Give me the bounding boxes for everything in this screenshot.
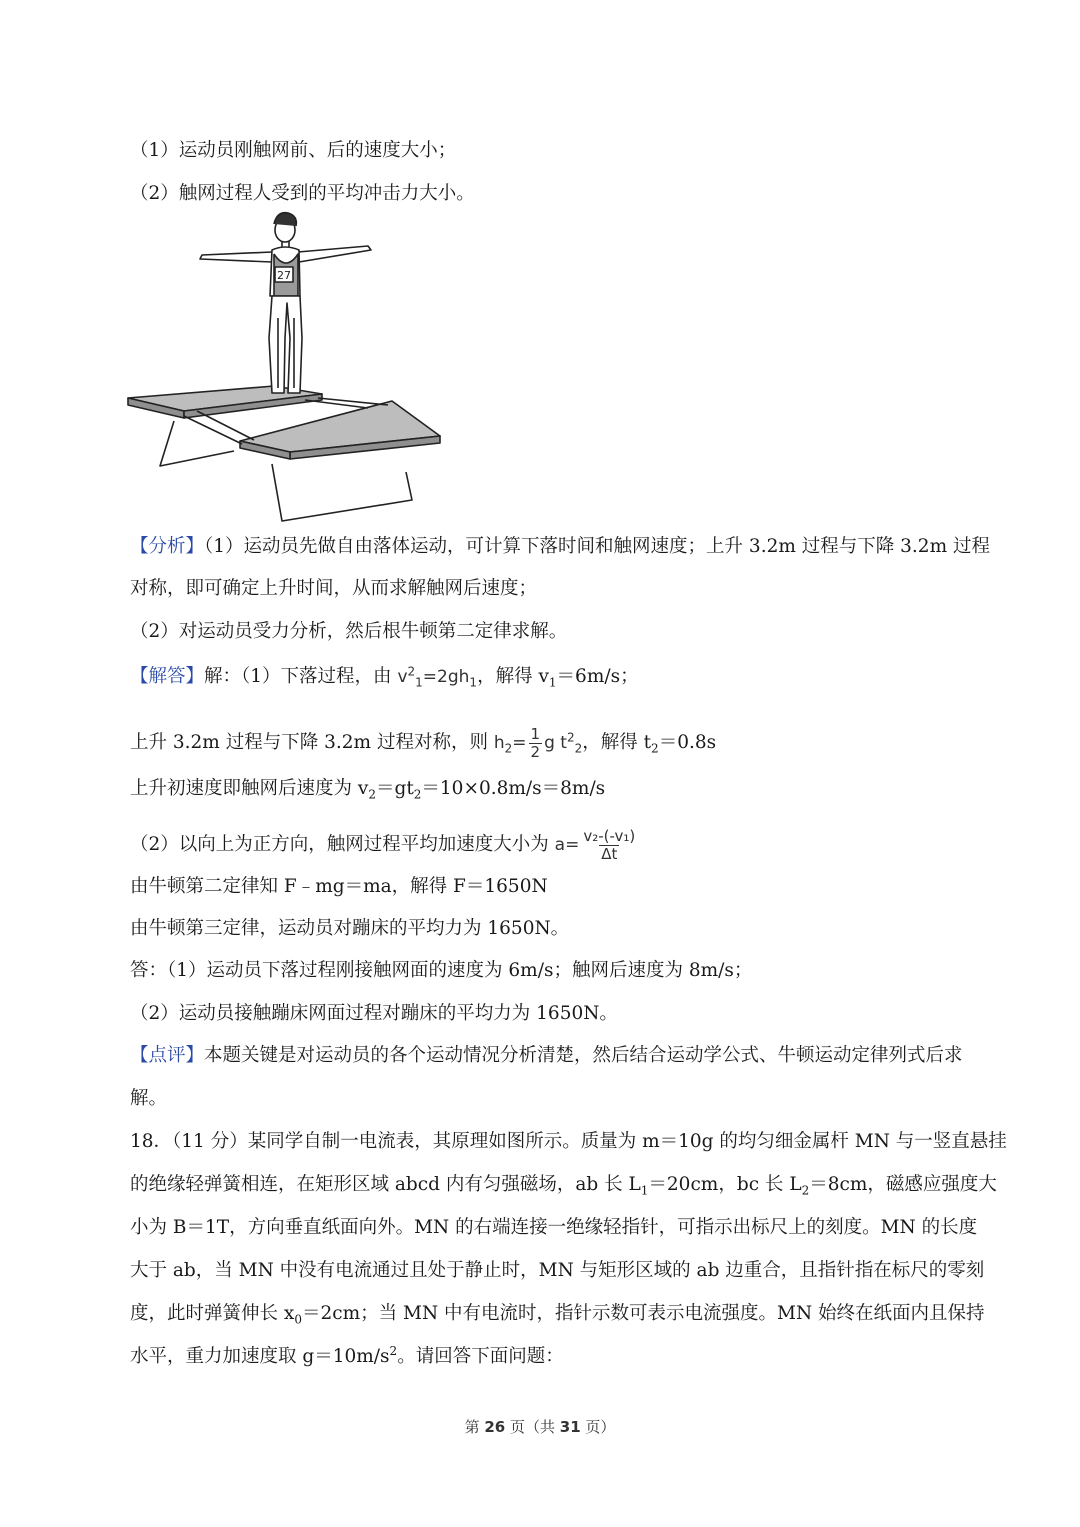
solution-line-5: 由牛顿第二定律知 F﹣mg＝ma，解得 F＝1650N (130, 876, 548, 897)
q18-line-2: 的绝缘轻弹簧相连，在矩形区域 abcd 内有匀强磁场，ab 长 $L_1=20cm$，bc 长 $L_2=8cm$，磁感应强度大 (130, 1174, 997, 1198)
analysis-line-2: 对称，即可确定上升时间，从而求解触网后速度； (130, 578, 538, 599)
q18-line-5: 度，此时弹簧伸长 $x_0=2cm$；当 MN 中有电流时，指针示数可表示电流强度。MN 始终在纸面内且保持 (130, 1303, 985, 1327)
solution-text-2a: 上升 3.2m 过程与下降 3.2m 过程对称，则 (130, 732, 488, 753)
athlete-left-arm (200, 252, 272, 262)
solution-line-6: 由牛顿第三定律，运动员对蹦床的平均力为 1650N。 (130, 918, 570, 939)
total-pages: 31 (559, 1418, 581, 1436)
comment-line-2: 解。 (130, 1088, 168, 1109)
solution-line-1 (130, 663, 639, 690)
formula-v1-squared: $v^2_1=2gh_1$ (397, 663, 478, 689)
trampoline-right-leg (272, 464, 412, 521)
analysis-line-1 (130, 538, 990, 557)
question-part-1: （1）运动员刚触网前、后的速度大小； (130, 140, 457, 161)
subscript: 1 (548, 675, 557, 690)
solution-line-3: 上升初速度即触网后速度为 $v_2=gt_2=10\times 0.8m/s=8m/s$ (130, 778, 606, 802)
solution-text-2c: ＝0.8s (658, 732, 717, 753)
answer-line-1: 答：（1）运动员下落过程刚接触网面的速度为 6m/s；触网后速度为 8m/s； (130, 960, 753, 981)
comment-text-1: 本题关键是对运动员的各个运动情况分析清楚，然后结合运动学公式、牛顿运动定律列式后求 (204, 1045, 963, 1066)
analysis-line-3: （2）对运动员受力分析，然后根牛顿第二定律求解。 (130, 621, 568, 642)
trampoline-athlete-figure (122, 208, 452, 523)
solution-line-4 (130, 828, 639, 862)
solution-line-2 (130, 726, 716, 760)
athlete-trousers (269, 296, 302, 393)
comment-tag: 【点评】 (130, 1045, 205, 1066)
analysis-text-1: （1）运动员先做自由落体运动，可计算下落时间和触网速度；上升 3.2m 过程与下降 3.2m 过程 (204, 536, 990, 557)
page-footer: 第 26 页（共 31 页） (464, 1418, 616, 1436)
comment-line-1 (130, 1047, 963, 1066)
solution-tag: 【解答】 (130, 666, 205, 687)
solution-text-1c: ＝6m/s； (556, 666, 639, 687)
solution-text-1a: 解：（1）下落过程，由 (204, 666, 392, 687)
solution-text-4: （2）以向上为正方向，触网过程平均加速度大小为 (130, 834, 549, 855)
solution-text-1b: ，解得 v (477, 666, 549, 687)
q18-line-4: 大于 ab，当 MN 中没有电流通过且处于静止时，MN 与矩形区域的 ab 边重合，且指针指在标尺的零刻 (130, 1260, 985, 1281)
current-page: 26 (484, 1418, 506, 1436)
trampoline-left-leg (160, 421, 234, 466)
answer-line-2: （2）运动员接触蹦床网面过程对蹦床的平均力为 1650N。 (130, 1003, 618, 1024)
bib-number: 27 (277, 269, 291, 282)
athlete-right-arm (298, 246, 371, 262)
analysis-tag: 【分析】 (130, 536, 205, 557)
question-part-2: （2）触网过程人受到的平均冲击力大小。 (130, 183, 475, 204)
q18-line-3: 小为 B＝1T，方向垂直纸面向外。MN 的右端连接一绝缘轻指针，可指示出标尺上的刻度。MN 的长度 (130, 1217, 978, 1238)
formula-acceleration: a= $\frac{\text{v₂-(-v₁)}}{\Delta t}$ (554, 827, 636, 863)
formula-h2: $h_2=$ $\frac{1}{2}$ g $t^2_2$ (493, 725, 583, 761)
solution-text-2b: ，解得 t (582, 732, 652, 753)
q18-line-1: 18．（11 分）某同学自制一电流表，其原理如图所示。质量为 m＝10g 的均匀细金属杆 MN 与一竖直悬挂 (130, 1131, 1007, 1152)
q18-line-6: 水平，重力加速度取 $g=10m/s^2$。请回答下面问题： (130, 1343, 564, 1367)
subscript: 2 (651, 741, 659, 756)
